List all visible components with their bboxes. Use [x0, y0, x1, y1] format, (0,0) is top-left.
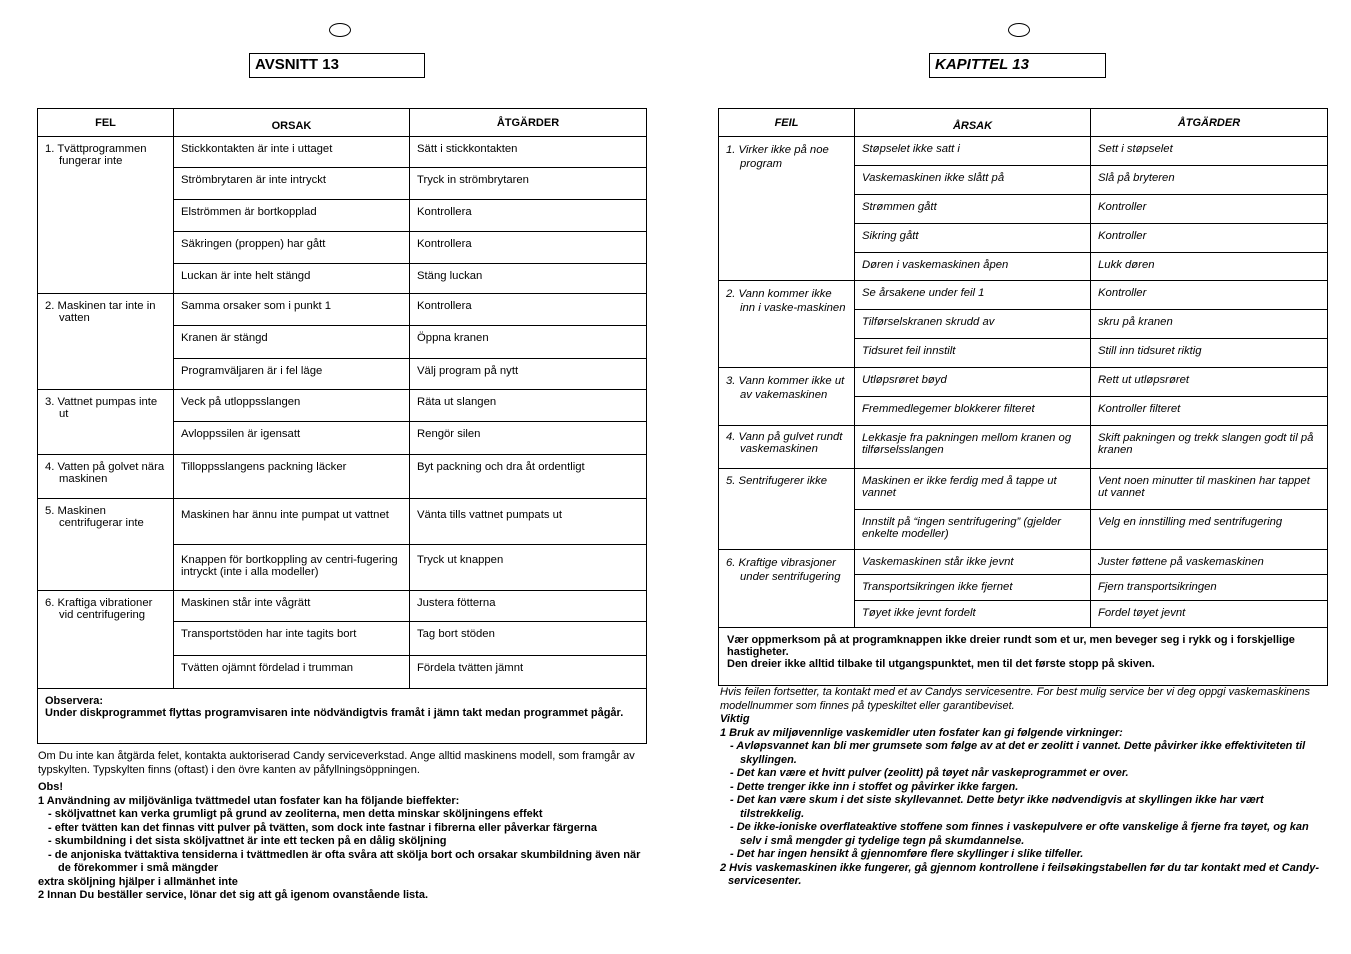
action-cell: Rengör silen — [410, 422, 647, 455]
action-cell: Kontrollera — [410, 200, 647, 232]
fault-cell: 1. Tvättprogrammen fungerar inte — [38, 137, 174, 294]
note-title: Observera: — [45, 695, 104, 707]
cause-cell: Transportstöden har inte tagits bort — [174, 622, 410, 656]
fault-cell: 6. Kraftige vibrasjoner under sentrifugering — [719, 550, 855, 628]
table-row — [38, 294, 647, 326]
troubleshooting-table-left — [37, 108, 647, 744]
cause-cell: Säkringen (proppen) har gått — [174, 232, 410, 264]
action-cell: Tryck in strömbrytaren — [410, 168, 647, 200]
fault-cell: 5. Sentrifugerer ikke — [719, 469, 855, 550]
extra-rinse-note: extra sköljning hjälper i allmänhet inte — [38, 875, 238, 888]
fault-cell: 5. Maskinen centrifugerar inte — [38, 499, 174, 591]
point-2: 2 Innan Du beställer service, lönar det sig att gå igenom ovanstående lista. — [38, 889, 429, 901]
col-header-fault: FEIL — [719, 109, 855, 137]
cause-cell: Transportsikringen ikke fjernet — [855, 575, 1091, 601]
cause-cell: Veck på utloppsslangen — [174, 390, 410, 422]
table-row — [38, 591, 647, 622]
action-cell: Fördela tvätten jämnt — [410, 656, 647, 689]
note-row — [719, 628, 1328, 686]
bullet-item: - Det har ingen hensikt å gjennomføre flere skyllinger i slike tilfeller. — [730, 848, 1084, 860]
action-cell: Vänta tills vattnet pumpats ut — [410, 499, 647, 545]
action-cell: Still inn tidsuret riktig — [1091, 339, 1328, 368]
language-badge-oval-right — [1008, 23, 1030, 37]
action-cell: skru på kranen — [1091, 310, 1328, 339]
col-header-fault: FEL — [38, 109, 174, 137]
fault-cell: 2. Vann kommer ikke inn i vaske-maskinen — [719, 281, 855, 368]
cause-cell: Strømmen gått — [855, 195, 1091, 224]
footer-text-right — [720, 686, 1328, 889]
cause-cell: Tilførselskranen skrudd av — [855, 310, 1091, 339]
action-cell: Fjern transportsikringen — [1091, 575, 1328, 601]
table-row — [719, 426, 1328, 469]
action-cell: Velg en innstilling med sentrifugering — [1091, 510, 1328, 550]
note-cell — [38, 689, 647, 744]
action-cell: Tag bort stöden — [410, 622, 647, 656]
bullet-item: - Det kan være et hvitt pulver (zeolitt) på tøyet når vaskeprogrammet er over. — [730, 767, 1129, 779]
col-header-action: ÅTGÄRDER — [410, 109, 647, 137]
action-cell: Slå på bryteren — [1091, 166, 1328, 195]
table-row — [719, 550, 1328, 575]
table-row — [719, 469, 1328, 510]
cause-cell: Tvätten ojämnt fördelad i trumman — [174, 656, 410, 689]
fault-cell: 3. Vann kommer ikke ut av vakemaskinen — [719, 368, 855, 426]
fault-cell: 4. Vatten på golvet nära maskinen — [38, 455, 174, 499]
table-row — [719, 137, 1328, 166]
action-cell: Kontrollera — [410, 294, 647, 326]
footer-text-left — [38, 750, 648, 903]
cause-cell: Utløpsrøret bøyd — [855, 368, 1091, 397]
action-cell: Sett i støpselet — [1091, 137, 1328, 166]
section-title-right: KAPITTEL 13 — [929, 53, 1106, 78]
fault-cell: 2. Maskinen tar inte in vatten — [38, 294, 174, 390]
action-cell: Skift pakningen og trekk slangen godt til på kranen — [1091, 426, 1328, 469]
bullet-item: - Dette trenger ikke inn i stoffet og påvirker ikke fargen. — [730, 780, 1019, 793]
note-text: Vær oppmerksom på at programknappen ikke dreier rundt som et ur, men beveger seg i rykk og i forskjellige hastigheter. — [727, 634, 1295, 658]
cause-cell: Strömbrytaren är inte intryckt — [174, 168, 410, 200]
action-cell: Kontrollera — [410, 232, 647, 264]
action-cell: Vent noen minutter til maskinen har tappet ut vannet — [1091, 469, 1328, 510]
point-1: 1 Användning av miljövänliga tvättmedel utan fosfater kan ha följande bieffekter: — [38, 794, 460, 807]
cause-cell: Fremmedlegemer blokkerer filteret — [855, 397, 1091, 426]
cause-cell: Knappen för bortkoppling av centri-fugering intryckt (inte i alla modeller) — [174, 545, 410, 591]
note-text-2: Den dreier ikke alltid tilbake til utgangspunktet, men til det første stopp på skiven. — [727, 658, 1155, 670]
point-1: 1 Bruk av miljøvennlige vaskemidler uten fosfater kan gi følgende virkninger: — [720, 726, 1123, 739]
cause-cell: Døren i vaskemaskinen åpen — [855, 253, 1091, 281]
fault-cell: 4. Vann på gulvet rundt vaskemaskinen — [719, 426, 855, 469]
cause-cell: Luckan är inte helt stängd — [174, 264, 410, 294]
cause-cell: Tilloppsslangens packning läcker — [174, 455, 410, 499]
footer-intro: Hvis feilen fortsetter, ta kontakt med et av Candys servicesentre. For best mulig service ber vi deg oppgi vaskemaskinens modellnummer som finnes på typeskiltet eller garantibeviset. — [720, 686, 1310, 712]
table-header-row — [719, 109, 1328, 137]
note-row — [38, 689, 647, 744]
note-text: Under diskprogrammet flyttas programvisaren inte nödvändigtvis framåt i jämn takt medan programmet pågår. — [45, 707, 624, 719]
action-cell: Lukk døren — [1091, 253, 1328, 281]
cause-cell: Maskinen har ännu inte pumpat ut vattnet — [174, 499, 410, 545]
troubleshooting-table-right — [718, 108, 1328, 686]
fault-cell: 6. Kraftiga vibrationer vid centrifugering — [38, 591, 174, 689]
cause-cell: Elströmmen är bortkopplad — [174, 200, 410, 232]
cause-cell: Programväljaren är i fel läge — [174, 359, 410, 390]
cause-cell: Se årsakene under feil 1 — [855, 281, 1091, 310]
action-cell: Stäng luckan — [410, 264, 647, 294]
fault-cell: 3. Vattnet pumpas inte ut — [38, 390, 174, 455]
table-row — [38, 137, 647, 168]
cause-cell: Støpselet ikke satt i — [855, 137, 1091, 166]
cause-cell: Vaskemaskinen ikke slått på — [855, 166, 1091, 195]
action-cell: Rett ut utløpsrøret — [1091, 368, 1328, 397]
action-cell: Juster føttene på vaskemaskinen — [1091, 550, 1328, 575]
bullet-item: - skumbildning i det sista sköljvattnet är inte ett tecken på en dålig sköljning — [48, 835, 447, 847]
bullet-item: - efter tvätten kan det finnas vitt pulver på tvätten, som dock inte fastnar i fibrerna eller påverkar färgerna — [48, 821, 597, 834]
col-header-action: ÅTGÄRDER — [1091, 109, 1328, 137]
cause-cell: Maskinen er ikke ferdig med å tappe ut vannet — [855, 469, 1091, 510]
section-title-left: AVSNITT 13 — [249, 53, 425, 78]
table-row — [719, 281, 1328, 310]
bullet-item: - Det kan være skum i det siste skyllevannet. Dette betyr ikke nødvendigvis at skyllingen ikke har vært tilstrekkelig. — [730, 794, 1264, 820]
cause-cell: Maskinen står inte vågrätt — [174, 591, 410, 622]
table-row — [38, 455, 647, 499]
cause-cell: Stickkontakten är inte i uttaget — [174, 137, 410, 168]
table-row — [38, 499, 647, 545]
col-header-cause: ÅRSAK — [855, 109, 1091, 137]
action-cell: Kontroller — [1091, 224, 1328, 253]
action-cell: Välj program på nytt — [410, 359, 647, 390]
footer-intro: Om Du inte kan åtgärda felet, kontakta auktoriserad Candy serviceverkstad. Ange alltid maskinens modell, som framgår av typskylten. Typskylten finns (oftast) i den övre kanten av påfyllningsöppningen. — [38, 750, 635, 776]
action-cell: Öppna kranen — [410, 326, 647, 359]
action-cell: Räta ut slangen — [410, 390, 647, 422]
cause-cell: Kranen är stängd — [174, 326, 410, 359]
point-2: 2 Hvis vaskemaskinen ikke fungerer, gå gjennom kontrollene i feilsøkingstabellen før du tar kontakt med et Candy-servicesenter. — [720, 861, 1320, 887]
cause-cell: Lekkasje fra pakningen mellom kranen og tilførselsslangen — [855, 426, 1091, 469]
cause-cell: Innstilt på “ingen sentrifugering” (gjelder enkelte modeller) — [855, 510, 1091, 550]
action-cell: Kontroller — [1091, 195, 1328, 224]
language-badge-oval-left — [329, 23, 351, 37]
action-cell: Kontroller — [1091, 281, 1328, 310]
fault-cell: 1. Virker ikke på noe program — [719, 137, 855, 281]
table-row — [38, 390, 647, 422]
obs-title: Viktig — [720, 713, 750, 725]
action-cell: Sätt i stickkontakten — [410, 137, 647, 168]
cause-cell: Samma orsaker som i punkt 1 — [174, 294, 410, 326]
cause-cell: Tidsuret feil innstilt — [855, 339, 1091, 368]
cause-cell: Sikring gått — [855, 224, 1091, 253]
table-header-row — [38, 109, 647, 137]
cause-cell: Avloppssilen är igensatt — [174, 422, 410, 455]
action-cell: Tryck ut knappen — [410, 545, 647, 591]
action-cell: Byt packning och dra åt ordentligt — [410, 455, 647, 499]
bullet-item: - Avløpsvannet kan bli mer grumsete som følge av at det er zeolitt i vannet. Dette påvirker ikke effektiviteten til skyllingen. — [730, 740, 1306, 766]
action-cell: Fordel tøyet jevnt — [1091, 601, 1328, 628]
bullet-item: - sköljvattnet kan verka grumligt på grund av zeoliterna, men detta minskar sköljningens effekt — [48, 808, 543, 820]
bullet-item: - De ikke-ioniske overflateaktive stoffene som finnes i vaskepulvere er ofte vanskelige å fjerne fra tøyet, og kan selv i små mengder gi tydelige tegn på skumdannelse. — [730, 821, 1309, 847]
note-cell — [719, 628, 1328, 686]
bullet-item: - de anjoniska tvättaktiva tensiderna i tvättmedlen är ofta svåra att skölja bort och orsakar skumbildning även när de förekommer i små mängder — [48, 848, 641, 874]
cause-cell: Tøyet ikke jevnt fordelt — [855, 601, 1091, 628]
col-header-cause: ORSAK — [174, 109, 410, 137]
action-cell: Kontroller filteret — [1091, 397, 1328, 426]
cause-cell: Vaskemaskinen står ikke jevnt — [855, 550, 1091, 575]
table-row — [719, 368, 1328, 397]
obs-title: Obs! — [38, 781, 64, 793]
action-cell: Justera fötterna — [410, 591, 647, 622]
